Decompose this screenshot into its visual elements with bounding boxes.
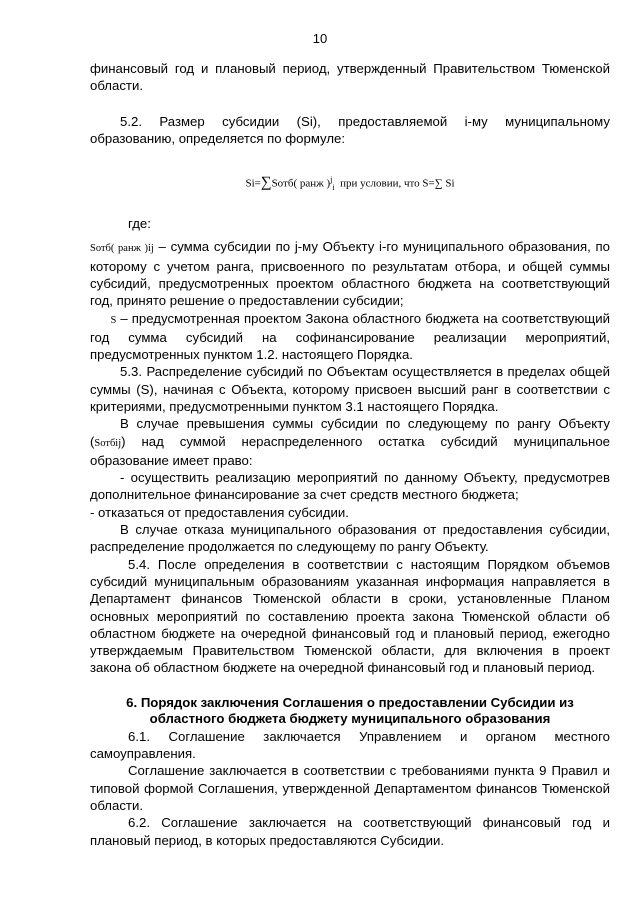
paragraph: - осуществить реализацию мероприятий по данному Объекту, предусмотрев дополнительное финансирование за счет средств местного бюджета;: [90, 470, 610, 503]
paragraph: В случае отказа муниципального образования от предоставления субсидии, распределение продолжается по следующему по рангу Объекту.: [90, 522, 610, 555]
page-number: 10: [312, 31, 328, 46]
paragraph-text: – предусмотренная проектом Закона областного бюджета на соответствующий год сумма субсидий на софинансирование реализации мероприятий, предусмотренных пунктом 1.2. настоящего Порядка.: [90, 310, 610, 363]
paragraph: Соглашение заключается в соответствии с требованиями пункта 9 Правил и типовой формой Соглашения, утвержденной Департаментом финансов Тюменской области.: [90, 763, 610, 813]
paragraph-text: В случае превышения суммы субсидии по следующему по рангу Объекту (: [90, 416, 610, 449]
section-heading: 6. Порядок заключения Соглашения о предоставлении Субсидии из областного бюджета бюджету муниципального образования: [126, 694, 574, 727]
paragraph: - отказаться от предоставления субсидии.: [90, 504, 349, 520]
paragraph: 6.1. Соглашение заключается Управлением и органом местного самоуправления.: [90, 728, 610, 762]
formula-condition: при условии, что: [340, 177, 420, 190]
paragraph: 5.4. После определения в соответствии с настоящим Порядком объемов субсидий муниципальным образованиям указанная информация направляется в Департамент финансов Тюменской области в сроки, установленные Планом основных мероприятий по составлению проекта закона Тюменской области об областном бюджете на очередной финансовый год и плановый период, ежегодно утверждаемым Правительством Тюменской области, для включения в проект закона об областном бюджете на очередной финансовый год и плановый период.: [90, 556, 610, 676]
paragraph-text: – сумма субсидии по j-му Объекту i-го муниципального образования, по которому с учетом ранга, присвоенного по результатам отбора, и общей суммы субсидий, предусмотренных проектом областного бюджета на соответствующий год, принято решение о предоставлении субсидии;: [90, 239, 610, 309]
paragraph: финансовый год и плановый период, утвержденный Правительством Тюменской области.: [90, 61, 610, 94]
formula-sub: i: [332, 183, 335, 193]
paragraph: 6.2. Соглашение заключается на соответствующий финансовый год и плановый период, в которых предоставляются Субсидии.: [90, 815, 610, 848]
symbol: Sотбij: [94, 437, 122, 449]
symbol: Sотб( ранж )ij: [90, 243, 154, 255]
formula-left: Si=: [245, 177, 261, 190]
subsidy-formula: [90, 173, 610, 195]
paragraph: 5.2. Размер субсидии (Si), предоставляемой i-му муниципальному образованию, определяется по формуле:: [90, 113, 610, 146]
symbol: S: [110, 314, 117, 326]
paragraph: где:: [128, 216, 151, 232]
formula-sup: j: [330, 175, 333, 185]
paragraph: [90, 415, 610, 469]
formula-body: Sотб( ранж ): [271, 177, 331, 190]
document-body: [90, 60, 610, 849]
paragraph: [90, 310, 610, 364]
paragraph: 5.3. Распределение субсидий по Объектам осуществляется в пределах общей суммы (S), начиная с Объекта, которому присвоен высший ранг в соответствии с критериями, предусмотренными пунктом 3.1 настоящего Порядка.: [90, 364, 610, 414]
formula-right: S=∑ Si: [422, 177, 455, 190]
paragraph: [90, 238, 610, 309]
formula-sum-sign: ∑: [260, 174, 272, 191]
paragraph-text: ) над суммой нераспределенного остатка субсидий муниципальное образование имеет право:: [90, 433, 610, 468]
